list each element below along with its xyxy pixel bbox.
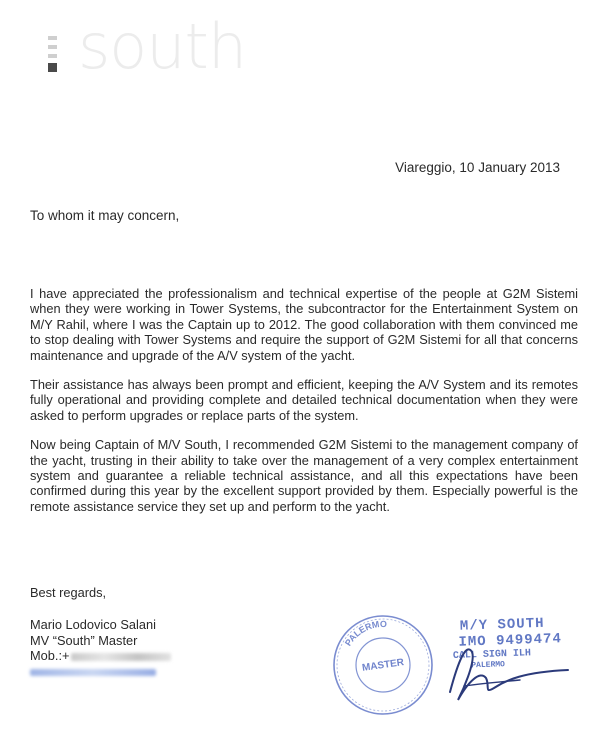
handwritten-signature [428, 622, 578, 712]
signer-block [30, 617, 171, 679]
letter-salutation: To whom it may concern, [30, 208, 180, 223]
stamp-call-sign: CALL SIGN ILH [452, 648, 532, 662]
redacted-email [30, 669, 156, 676]
stamp-vessel-name: M/Y SOUTH [459, 615, 545, 635]
signer-title: MV “South” Master [30, 632, 138, 648]
letter-closing: Best regards, [30, 585, 107, 600]
body-paragraph-2: Their assistance has always been prompt and efficient, keeping the A/V System and its remotes fully operational and providing complete and detailed technical documentation when they were asked to perform upgrades or replace parts of the system. [30, 377, 578, 423]
stamp-circle-center-text: MASTER [361, 657, 405, 674]
stamp-port: PALERMO [471, 660, 506, 671]
letter-date: Viareggio, 10 January 2013 [395, 160, 560, 175]
stamp-imo-number: IMO 9499474 [458, 631, 563, 651]
logo-mark-icon [48, 36, 57, 77]
logo-wordmark: south [78, 10, 247, 83]
circular-stamp [331, 613, 435, 717]
redacted-phone [71, 653, 171, 661]
letterhead-logo [40, 10, 247, 94]
stamp-circle-top-text: PALERMO [342, 618, 387, 648]
body-paragraph-3: Now being Captain of M/V South, I recommended G2M Sistemi to the management company of the yacht, trusting in their ability to take over the management of a very complex entertainment system and guarantee a reliable technical assistance, and all this expectations have been confirmed during this year by the excellent support provided by them. Especially powerful is the remote assistance service they set up and perform to the yacht. [30, 437, 578, 514]
signer-email [30, 664, 171, 680]
mobile-label: Mob.:+ [30, 648, 70, 664]
svg-text:PALERMO [343, 619, 387, 648]
signer-mobile [30, 648, 171, 664]
signer-name: Mario Lodovico Salani [30, 617, 156, 632]
letter-body [30, 286, 578, 528]
body-paragraph-1: I have appreciated the professionalism and technical expertise of the people at G2M Sistemi when they were working in Tower Systems, the subcontractor for the Entertainment System on M/Y Rahil, where I was the Captain up to 2012. The good collaboration with them convinced me to stop dealing with Tower Systems and require the support of G2M Sistemi for all that concerns maintenance and upgrade of the A/V system of the yacht. [30, 286, 578, 363]
